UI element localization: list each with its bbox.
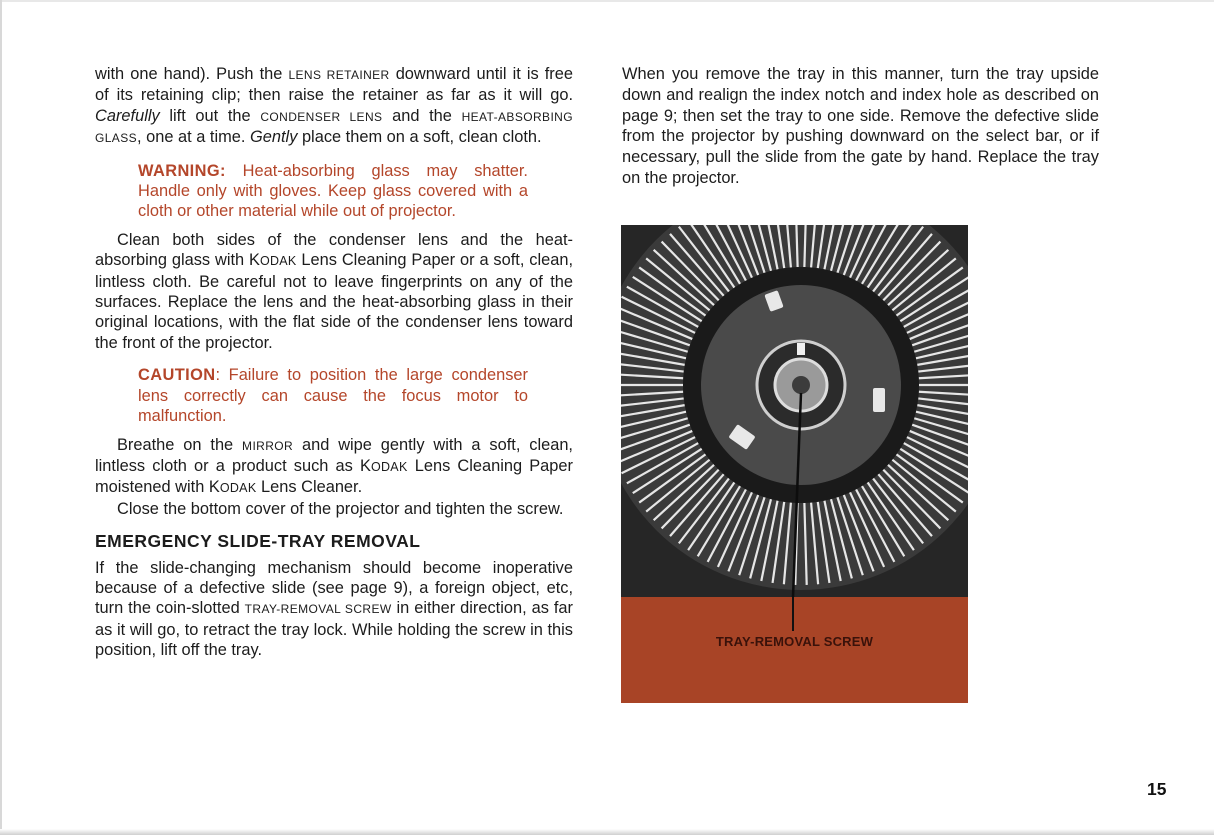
- brand-kodak-initial: K: [249, 251, 260, 270]
- text-run: place them on a soft, clean cloth.: [297, 128, 542, 147]
- tray-figure: [621, 225, 968, 703]
- caution-text: : Failure to position the large condenser lens correctly can cause the focus motor to malfunction.: [138, 366, 528, 426]
- paragraph-cleaning: [95, 230, 573, 353]
- text-run: Lens Cleaning Paper or a soft, clean, lintless cloth. Be careful not to leave fingerprints on any of the surfaces. Replace the lens and the heat-absorbing glass in their original locations, with the flat side of the condenser lens toward the front of the projector.: [95, 251, 573, 352]
- left-column: [95, 64, 573, 661]
- tray-removal-screw-head: [792, 376, 810, 394]
- paragraph-close-cover: Close the bottom cover of the projector and tighten the screw.: [117, 499, 564, 518]
- brand-kodak-rest: ODAK: [219, 481, 257, 496]
- warning-notice: [138, 161, 528, 222]
- section-heading: EMERGENCY SLIDE-TRAY REMOVAL: [95, 531, 421, 552]
- text-run: lift out the: [159, 106, 261, 125]
- text-run: , one at a time.: [137, 128, 251, 147]
- page-edge-bottom: [0, 829, 1214, 835]
- term-lens-retainer: LENS RETAINER: [288, 68, 390, 82]
- paragraph-realign-tray: When you remove the tray in this manner, turn the tray upside down and realign the index notch and index hole as described on page 9; then set the tray to one side. Remove the defective slide from the projector by pushing downward on the select bar, or if necessary, pull the slide from the gate by hand. Replace the tray on the projector.: [622, 65, 1099, 187]
- text-run: with one hand). Push the: [95, 65, 289, 83]
- tray-tab: [873, 388, 885, 412]
- brand-kodak-initial: K: [360, 456, 371, 475]
- caption-band: [621, 597, 968, 703]
- page-edge-left: [0, 0, 2, 835]
- page-edge-top: [0, 0, 1214, 2]
- emphasis-gently: Gently: [250, 128, 298, 147]
- text-run: If the slide-changing mechanism should become inoperative because of a defective slide (see page 9), a foreign object, etc, turn the coin-slotted: [95, 558, 573, 618]
- leader-line: [792, 597, 794, 631]
- text-run: Lens Cleaner.: [256, 478, 363, 497]
- caution-notice: [138, 365, 528, 426]
- text-run: Breathe on the: [117, 435, 243, 454]
- term-condenser-lens: CONDENSER LENS: [260, 109, 383, 124]
- brand-kodak-rest: ODAK: [370, 459, 408, 474]
- slide-tray-illustration: [621, 225, 968, 597]
- brand-kodak-rest: ODAK: [259, 254, 297, 269]
- text-run: in either direction, as far as it will go, to retract the tray lock. While holding the screw in this position, lift off the tray.: [95, 599, 573, 660]
- right-column: [622, 64, 1099, 189]
- text-run: Clean both sides of the condenser lens and the heat-absorbing glass with: [95, 230, 573, 270]
- tray-photo: [621, 225, 968, 597]
- paragraph-tray-removal: [95, 558, 573, 661]
- warning-text: Heat-absorbing glass may shatter. Handle only with gloves. Keep glass covered with a cloth or other material while out of projector.: [138, 161, 528, 221]
- term-mirror: MIRROR: [242, 438, 294, 453]
- page-number: 15: [1147, 779, 1167, 799]
- term-heat-absorbing-glass: HEAT-ABSORBING GLASS: [95, 109, 573, 146]
- figure-caption: TRAY-REMOVAL SCREW: [715, 634, 874, 649]
- text-run: downward until it is free of its retaining clip; then raise the retainer as far as it will go.: [95, 65, 573, 105]
- term-tray-removal-screw: TRAY-REMOVAL SCREW: [244, 602, 392, 617]
- text-run: Lens Cleaning Paper moistened with: [95, 456, 573, 497]
- caution-label: CAUTION: [138, 366, 216, 385]
- text-run: and the: [382, 106, 462, 125]
- text-run: and wipe gently with a soft, clean, lintless cloth or a product such as: [95, 435, 573, 475]
- brand-kodak-initial: K: [208, 478, 220, 497]
- paragraph-mirror: [95, 435, 573, 499]
- warning-label: WARNING:: [138, 161, 226, 180]
- paragraph-lens-removal: [95, 64, 573, 149]
- index-mark: [797, 343, 805, 355]
- emphasis-carefully: Carefully: [95, 106, 160, 125]
